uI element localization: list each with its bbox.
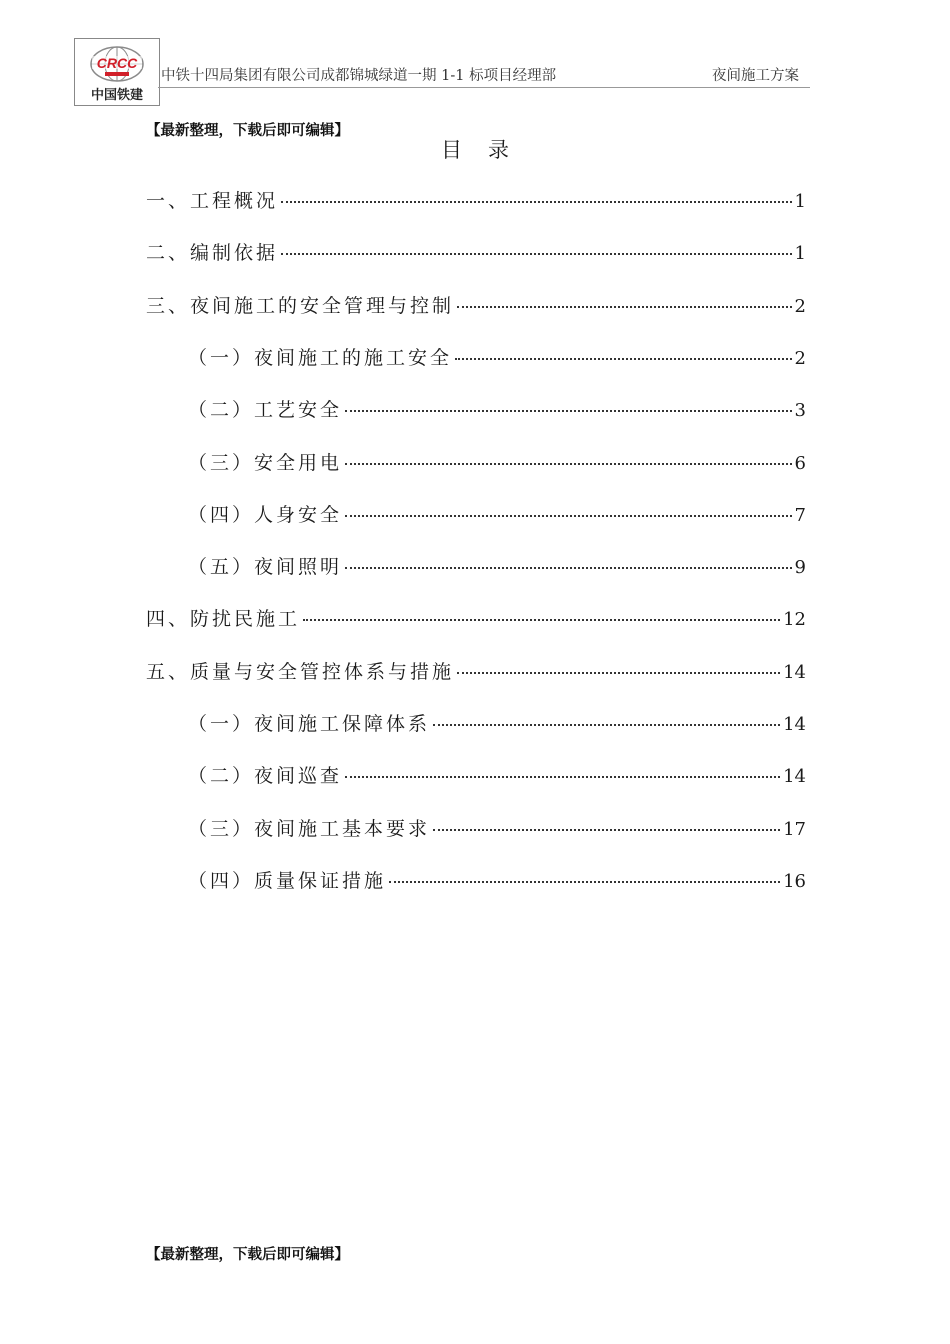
toc-leader-dots xyxy=(457,672,780,674)
toc-entry[interactable] xyxy=(188,814,806,844)
toc-leader-dots xyxy=(345,463,792,465)
toc-entry[interactable] xyxy=(146,604,806,634)
toc-leader-dots xyxy=(281,253,792,255)
toc-entry-label: （四）人身安全 xyxy=(188,504,343,526)
toc-entry-page: 14 xyxy=(783,662,806,683)
toc-entry-label: 一、工程概况 xyxy=(146,190,279,212)
toc-entry[interactable] xyxy=(146,657,806,687)
company-logo xyxy=(74,38,160,106)
toc-entry-page: 1 xyxy=(794,243,806,264)
toc-leader-dots xyxy=(455,358,792,360)
header-document-name: 夜间施工方案 xyxy=(712,68,799,84)
toc-entry-page: 16 xyxy=(783,871,806,892)
toc-entry-label: （五）夜间照明 xyxy=(188,556,343,578)
toc-leader-dots xyxy=(433,724,780,726)
toc-entry-label: 二、编制依据 xyxy=(146,242,279,264)
toc-entry-label: （一）夜间施工的施工安全 xyxy=(188,347,453,369)
toc-entry-label: （三）安全用电 xyxy=(188,452,343,474)
toc-leader-dots xyxy=(345,776,780,778)
toc-entry-page: 17 xyxy=(783,819,806,840)
logo-text: CRCC xyxy=(96,55,138,71)
toc-entry-page: 2 xyxy=(794,348,806,369)
toc-leader-dots xyxy=(389,881,780,883)
toc-leader-dots xyxy=(345,410,792,412)
toc-entry[interactable] xyxy=(188,500,806,530)
toc-entry-label: （二）工艺安全 xyxy=(188,399,343,421)
toc-entry[interactable] xyxy=(188,448,806,478)
toc-entry-page: 14 xyxy=(783,714,806,735)
toc-entry-label: 四、防扰民施工 xyxy=(146,608,301,630)
toc-entry-page: 7 xyxy=(794,505,806,526)
toc-entry[interactable] xyxy=(188,761,806,791)
notice-bottom: 【最新整理，下载后即可编辑】 xyxy=(146,1246,349,1263)
toc-entry[interactable] xyxy=(146,238,806,268)
logo-caption: 中国铁建 xyxy=(90,88,144,103)
toc-entry-label: （二）夜间巡查 xyxy=(188,765,343,787)
toc-entry[interactable] xyxy=(146,291,806,321)
toc-leader-dots xyxy=(345,567,792,569)
toc-entry-page: 14 xyxy=(783,766,806,787)
toc-entry[interactable] xyxy=(188,552,806,582)
toc-entry-label: （四）质量保证措施 xyxy=(188,870,387,892)
toc-entry-label: 五、质量与安全管控体系与措施 xyxy=(146,661,455,683)
toc-entry-page: 12 xyxy=(783,609,806,630)
notice-top: 【最新整理，下载后即可编辑】 xyxy=(146,122,349,139)
toc-entry[interactable] xyxy=(188,709,806,739)
toc-entry-page: 2 xyxy=(794,296,806,317)
toc-entry-label: 三、夜间施工的安全管理与控制 xyxy=(146,295,455,317)
toc-entry-page: 6 xyxy=(794,453,806,474)
toc-leader-dots xyxy=(457,306,792,308)
toc-entry[interactable] xyxy=(146,186,806,216)
toc-entry-page: 3 xyxy=(794,400,806,421)
toc-entry[interactable] xyxy=(188,866,806,896)
header-organization: 中铁十四局集团有限公司成都锦城绿道一期 1-1 标项目经理部 xyxy=(161,68,557,84)
toc-entry-label: （三）夜间施工基本要求 xyxy=(188,818,431,840)
toc-leader-dots xyxy=(303,619,780,621)
toc-entry-page: 9 xyxy=(794,557,806,578)
toc-entry-page: 1 xyxy=(794,191,806,212)
header-divider xyxy=(158,87,810,88)
toc-leader-dots xyxy=(433,829,780,831)
toc-leader-dots xyxy=(345,515,792,517)
toc-leader-dots xyxy=(281,201,792,203)
toc-entry[interactable] xyxy=(188,395,806,425)
toc-title: 目录 xyxy=(441,138,535,162)
toc-entry[interactable] xyxy=(188,343,806,373)
toc-entry-label: （一）夜间施工保障体系 xyxy=(188,713,431,735)
